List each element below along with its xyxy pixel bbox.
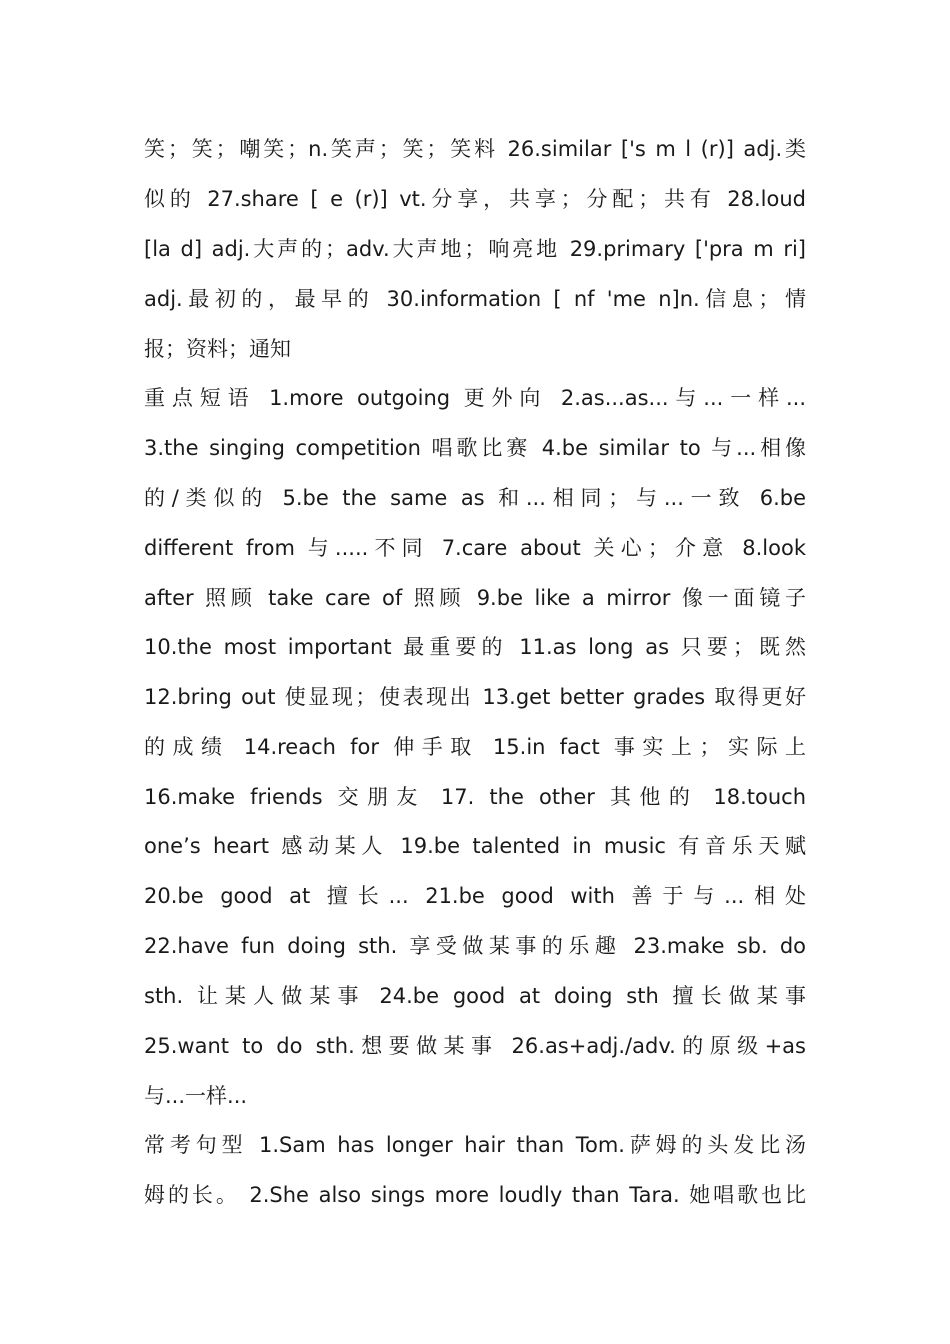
text-line: sth. 让某人做某事 24.be good at doing sth 擅长做某事: [144, 984, 806, 1008]
text-line: 16.make friends 交朋友 17. the other 其他的 18.touch: [144, 785, 806, 809]
text-line: 的成绩 14.reach for 伸手取 15.in fact 事实上；实际上: [144, 735, 806, 759]
text-line: 的/类似的 5.be the same as 和...相同；与...一致 6.be: [144, 486, 806, 510]
text-line: 25.want to do sth.想要做某事 26.as+adj./adv.的原级+as: [144, 1034, 806, 1058]
text-line: 12.bring out 使显现；使表现出 13.get better grades 取得更好: [144, 685, 806, 709]
text-line: 10.the most important 最重要的 11.as long as 只要；既然: [144, 635, 806, 659]
text-line: different from 与.....不同 7.care about 关心；介意 8.look: [144, 536, 806, 560]
text-line: [la d] adj.大声的；adv.大声地；响亮地 29.primary ['pra m ri]: [144, 237, 806, 261]
text-line: 姆的长。 2.She also sings more loudly than Tara. 她唱歌也比: [144, 1183, 806, 1207]
text-line: 似的 27.share [ e (r)] vt.分享，共享；分配；共有 28.loud: [144, 187, 806, 211]
text-line: after 照顾 take care of 照顾 9.be like a mirror 像一面镜子: [144, 586, 806, 610]
text-line: adj.最初的，最早的 30.information [ nf 'me n]n.信息；情: [144, 287, 806, 311]
text-line: 报；资料；通知: [144, 337, 291, 361]
text-line: one’s heart 感动某人 19.be talented in music 有音乐天赋: [144, 834, 806, 858]
text-line: 重点短语 1.more outgoing 更外向 2.as...as...与...一样...: [144, 386, 806, 410]
text-line: 3.the singing competition 唱歌比赛 4.be similar to 与...相像: [144, 436, 806, 460]
text-line: 20.be good at 擅长... 21.be good with 善于与...相处: [144, 884, 806, 908]
text-line: 22.have fun doing sth. 享受做某事的乐趣 23.make sb. do: [144, 934, 806, 958]
text-line: 常考句型 1.Sam has longer hair than Tom.萨姆的头发比汤: [144, 1133, 806, 1157]
text-line: 笑；笑；嘲笑；n.笑声；笑；笑料 26.similar ['s m l (r)] adj.类: [144, 137, 806, 161]
text-line: 与...一样...: [144, 1084, 248, 1108]
